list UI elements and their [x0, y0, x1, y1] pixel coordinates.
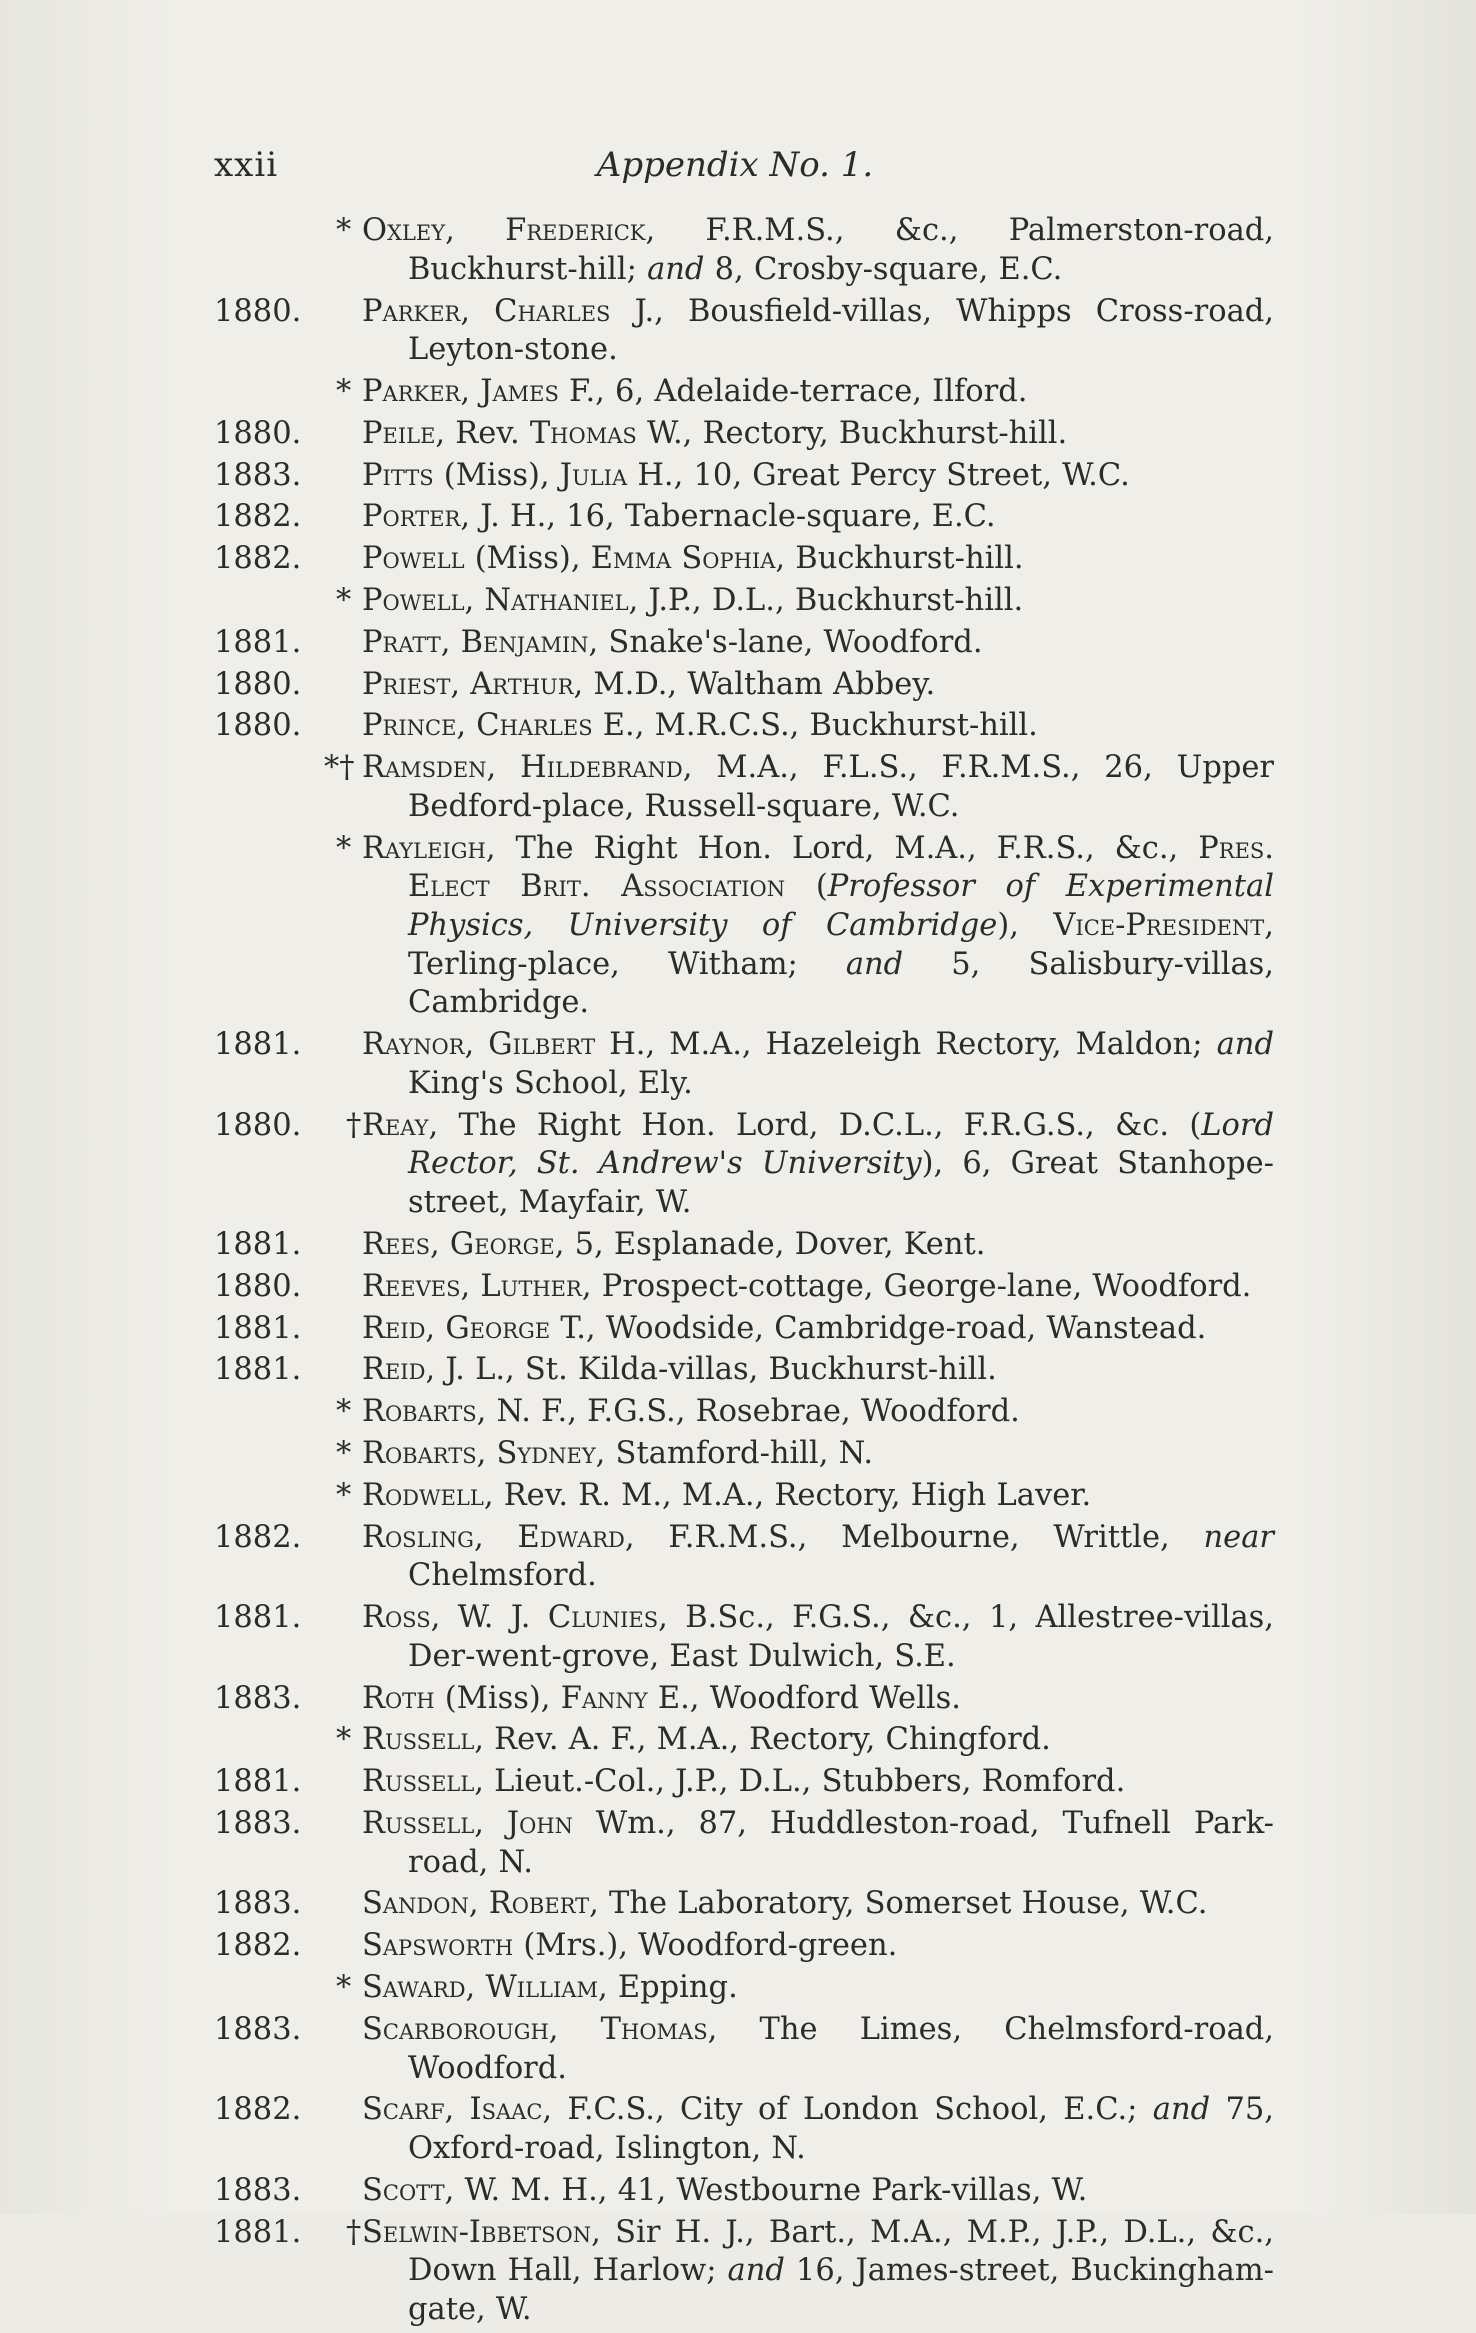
- entry-year: 1881.: [214, 1352, 302, 1388]
- entry-text-part: , Snake's-lane, Woodford.: [588, 624, 983, 660]
- entry-text-part: E., Woodford Wells.: [647, 1680, 961, 1716]
- entry-text: [362, 1268, 1274, 1307]
- entry-text: [362, 1310, 1274, 1349]
- entry-text: [362, 1226, 1274, 1265]
- entry-text-part: Rees, George: [362, 1226, 555, 1262]
- entry-text: [362, 540, 1274, 579]
- entry-mark: *: [336, 1435, 352, 1471]
- entry-text-part: Rodwell: [362, 1477, 484, 1513]
- entry-text-part: Rayleigh: [362, 830, 486, 866]
- entry-text-part: , Rev.: [435, 415, 530, 451]
- entry-text-part: Roth: [362, 1680, 435, 1716]
- entry-text-part: ),: [997, 908, 1054, 944]
- entry-text-part: Peile: [362, 415, 436, 451]
- entry-text-part: , W. M. H., 41, Westbourne Park-villas, W.: [444, 2172, 1088, 2208]
- entry-text-part: Vice-President: [1053, 908, 1265, 944]
- entry-text: [362, 1680, 1274, 1719]
- entry-text-part: Reid, George: [362, 1310, 551, 1346]
- entry-text: [362, 1721, 1274, 1760]
- entry-text-part: , J. L., St. Kilda-villas, Buckhurst-hill.: [425, 1352, 997, 1388]
- entry-text-part: 8, Crosby-square, E.C.: [704, 251, 1063, 287]
- entry-text-part: Robarts, Sydney: [362, 1435, 596, 1471]
- entry-text-part: and: [1152, 2092, 1211, 2128]
- list-item: [214, 2214, 1274, 2330]
- entry-mark: *: [336, 1394, 352, 1430]
- entry-text: [362, 2214, 1274, 2330]
- entry-text-part: , F.C.S., City of London School, E.C.;: [542, 2092, 1153, 2128]
- list-item: [214, 1969, 1274, 2008]
- entry-text-part: (Miss),: [434, 1680, 561, 1716]
- list-item: [214, 624, 1274, 663]
- entry-text-part: Sandon, Robert: [362, 1886, 590, 1922]
- entry-text-part: , J. H., 16, Tabernacle-square, E.C.: [460, 499, 996, 535]
- list-item: [214, 1310, 1274, 1349]
- entry-text-part: and: [727, 2253, 785, 2289]
- list-item: [214, 1721, 1274, 1760]
- entry-text-part: Chelmsford.: [408, 1558, 597, 1594]
- list-item: [214, 2172, 1274, 2211]
- list-item: [214, 707, 1274, 746]
- entry-text-part: ), 6, Great Stanhope-street, Mayfair, W.: [408, 1146, 1274, 1221]
- entry-text: [362, 1927, 1274, 1966]
- entry-text-part: 5, Salisbury-villas, Cambridge.: [408, 946, 1274, 1021]
- entry-year: 1881.: [214, 1764, 302, 1800]
- list-item: [214, 1351, 1274, 1390]
- list-item: [214, 1435, 1274, 1474]
- list-item: [214, 293, 1274, 370]
- entry-year: 1881.: [214, 1226, 302, 1262]
- entry-mark: †: [346, 2214, 362, 2250]
- entry-text-part: Pitts: [362, 457, 434, 493]
- list-item: [214, 415, 1274, 454]
- entry-text-part: , 5, Esplanade, Dover, Kent.: [554, 1226, 986, 1262]
- entry-text-part: (Miss),: [464, 541, 591, 577]
- entry-text-part: , Terling-place, Witham;: [408, 908, 1274, 982]
- entry-year: 1881.: [214, 624, 302, 660]
- list-item: [214, 1268, 1274, 1307]
- entry-text: [362, 2172, 1274, 2211]
- entry-mark: *†: [324, 750, 355, 786]
- entry-text-part: and: [1216, 1027, 1274, 1063]
- list-item: [214, 2091, 1274, 2168]
- entry-text-part: Thomas: [529, 415, 637, 451]
- entry-text: [362, 293, 1274, 370]
- list-item: [214, 1805, 1274, 1882]
- entry-text-part: Prince, Charles: [362, 708, 593, 744]
- entry-text-part: Wm., 87, Huddleston-road, Tufnell Park-road, N.: [408, 1805, 1274, 1880]
- entry-mark: *: [336, 1970, 352, 2006]
- entry-text-part: , Rev. R. M., M.A., Rectory, High Laver.: [483, 1477, 1092, 1513]
- entry-text-part: , M.D., Waltham Abbey.: [573, 666, 936, 702]
- entry-text-part: Ramsden, Hildebrand: [362, 750, 683, 786]
- entry-text: [362, 1477, 1274, 1516]
- entry-mark: *: [336, 1722, 352, 1758]
- entry-text-part: Reeves, Luther: [362, 1268, 582, 1304]
- list-item: [214, 540, 1274, 579]
- entry-text-part: Scott: [362, 2172, 445, 2208]
- entry-text-part: Porter: [362, 499, 461, 535]
- entry-text-part: , Prospect-cottage, George-lane, Woodford.: [581, 1268, 1252, 1304]
- entry-year: 1883.: [214, 1680, 302, 1716]
- entry-text: [362, 624, 1274, 663]
- list-item: [214, 1927, 1274, 1966]
- entry-mark: *: [336, 582, 352, 618]
- entry-text: [362, 1107, 1274, 1223]
- entry-text-part: , Rev. A. F., M.A., Rectory, Chingford.: [474, 1722, 1051, 1758]
- entry-text: [362, 498, 1274, 537]
- entry-text-part: Professor of Experimental Physics, University of Cambridge: [408, 869, 1274, 944]
- entry-text-part: , F.R.M.S., Melbourne, Writtle,: [624, 1519, 1204, 1555]
- entry-mark: †: [346, 1107, 362, 1143]
- entry-text: [362, 212, 1274, 289]
- list-item: [214, 457, 1274, 496]
- entry-year: 1882.: [214, 1519, 302, 1555]
- entry-text-part: , The Laboratory, Somerset House, W.C.: [589, 1886, 1208, 1922]
- list-item: [214, 749, 1274, 826]
- entry-text: [362, 1805, 1274, 1882]
- entry-text-part: and: [647, 251, 705, 287]
- entry-year: 1882.: [214, 541, 302, 577]
- entry-text-part: Scarf, Isaac: [362, 2092, 543, 2128]
- list-item: [214, 498, 1274, 537]
- list-item: [214, 582, 1274, 621]
- entry-text-part: Reid: [362, 1352, 426, 1388]
- entry-year: 1882.: [214, 1928, 302, 1964]
- entry-text: [362, 2091, 1274, 2168]
- entry-year: 1883.: [214, 2011, 302, 2047]
- entry-text-part: Powell, Nathaniel: [362, 582, 629, 618]
- entry-text-part: Russell, John: [362, 1805, 574, 1841]
- entry-text-part: , B.Sc., F.G.S., &c., 1, Allestree-villas, Der-went-grove, East Dulwich, S.E.: [408, 1600, 1274, 1674]
- entry-text-part: Lord Rector, St. Andrew's University: [408, 1107, 1274, 1182]
- entry-text-part: Fanny: [560, 1680, 648, 1716]
- entry-mark: *: [336, 213, 352, 248]
- entry-text-part: (Mrs.), Woodford-green.: [513, 1928, 898, 1964]
- page-title: Appendix No. 1.: [596, 145, 874, 185]
- entry-text: [362, 1351, 1274, 1390]
- entry-text-part: Julia: [559, 457, 628, 493]
- list-item: [214, 1519, 1274, 1596]
- entry-text-part: King's School, Ely.: [408, 1065, 693, 1101]
- entry-text-part: 16, James-street, Buckingham-gate, W.: [408, 2253, 1274, 2328]
- entry-text: [362, 666, 1274, 705]
- entry-text-part: Parker, Charles: [362, 293, 611, 329]
- entry-text: [362, 457, 1274, 496]
- entry-text-part: F., 6, Adelaide-terrace, Ilford.: [558, 374, 1028, 409]
- entry-text-part: Parker, James: [362, 374, 559, 409]
- entry-year: 1883.: [214, 457, 302, 493]
- entry-text-part: E., M.R.C.S., Buckhurst-hill.: [592, 708, 1038, 744]
- member-list: [214, 212, 1274, 2333]
- entry-text-part: (Miss),: [433, 457, 560, 493]
- entry-text-part: and: [845, 946, 904, 982]
- page-header: [214, 140, 1256, 190]
- entry-text-part: , Stamford-hill, N.: [595, 1435, 874, 1471]
- entry-text-part: , Lieut.-Col., J.P., D.L., Stubbers, Romford.: [474, 1764, 1126, 1800]
- entry-text-part: , F.R.M.S., &c., Palmerston-road, Buckhurst-hill;: [408, 213, 1274, 287]
- entry-text: [362, 1026, 1274, 1103]
- entry-year: 1883.: [214, 1886, 302, 1922]
- entry-text-part: , Sir H. J., Bart., M.A., M.P., J.P., D.L., &c., Down Hall, Harlow;: [408, 2214, 1274, 2289]
- entry-text-part: Sapsworth: [362, 1928, 514, 1964]
- entry-text-part: , The Limes, Chelmsford-road, Woodford.: [408, 2011, 1274, 2086]
- entry-text-part: Russell: [362, 1722, 475, 1758]
- entry-text: [362, 1763, 1274, 1802]
- entry-text-part: Priest, Arthur: [362, 666, 574, 702]
- entry-text-part: Emma Sophia: [590, 541, 776, 577]
- page-number: xxii: [214, 145, 279, 185]
- entry-year: 1883.: [214, 1805, 302, 1841]
- entry-text: [362, 415, 1274, 454]
- list-item: [214, 1226, 1274, 1265]
- entry-year: 1880.: [214, 293, 302, 329]
- entry-text-part: , Buckhurst-hill.: [775, 541, 1024, 577]
- entry-year: 1882.: [214, 499, 302, 535]
- entry-text-part: Robarts: [362, 1394, 477, 1430]
- list-item: [214, 1763, 1274, 1802]
- entry-text-part: Powell: [362, 541, 465, 577]
- entry-text: [362, 1435, 1274, 1474]
- list-item: [214, 1885, 1274, 1924]
- list-item: [214, 2011, 1274, 2088]
- entry-text: [362, 749, 1274, 826]
- entry-year: 1881.: [214, 1600, 302, 1636]
- entry-text-part: W., Rectory, Buckhurst-hill.: [636, 415, 1068, 451]
- entry-text: [362, 582, 1274, 621]
- entry-year: 1882.: [214, 2092, 302, 2128]
- entry-text-part: 75, Oxford-road, Islington, N.: [408, 2092, 1274, 2167]
- entry-text-part: Selwin-Ibbetson: [362, 2214, 592, 2250]
- entry-text-part: Saward, William: [362, 1970, 598, 2006]
- entry-year: 1880.: [214, 708, 302, 744]
- list-item: [214, 1599, 1274, 1676]
- entry-text-part: , J.P., D.L., Buckhurst-hill.: [628, 582, 1024, 618]
- entry-year: 1883.: [214, 2172, 302, 2208]
- entry-text-part: Pratt, Benjamin: [362, 624, 589, 660]
- entry-year: 1881.: [214, 1027, 302, 1063]
- entry-text-part: (: [785, 869, 828, 905]
- entry-text: [362, 1969, 1274, 2008]
- entry-text-part: H., 10, Great Percy Street, W.C.: [627, 457, 1130, 493]
- entry-text: [362, 373, 1274, 412]
- list-item: [214, 1026, 1274, 1103]
- entry-text-part: , The Right Hon. Lord, D.C.L., F.R.G.S., &c. (: [428, 1107, 1202, 1143]
- entry-text-part: Rosling, Edward: [362, 1519, 625, 1555]
- entry-text-part: Clunies: [547, 1600, 659, 1636]
- entry-text-part: Pres. Elect Brit. Association: [408, 830, 1274, 905]
- entry-text-part: Reay: [362, 1107, 429, 1143]
- entry-year: 1880.: [214, 1268, 302, 1304]
- list-item: [214, 373, 1274, 412]
- entry-text-part: , W. J.: [430, 1600, 548, 1636]
- entry-text-part: , Epping.: [597, 1970, 738, 2006]
- list-item: [214, 830, 1274, 1024]
- entry-year: 1880.: [214, 1107, 302, 1143]
- entry-text-part: Ross: [362, 1600, 431, 1636]
- entry-mark: *: [336, 374, 352, 409]
- list-item: [214, 666, 1274, 705]
- list-item: [214, 1393, 1274, 1432]
- entry-text-part: H., M.A., Hazeleigh Rectory, Maldon;: [595, 1027, 1217, 1063]
- entry-text: [362, 1885, 1274, 1924]
- list-item: [214, 1680, 1274, 1719]
- entry-text: [362, 830, 1274, 1024]
- entry-text: [362, 1519, 1274, 1596]
- entry-year: 1880.: [214, 666, 302, 702]
- entry-text: [362, 2011, 1274, 2088]
- entry-text-part: , The Right Hon. Lord, M.A., F.R.S., &c.,: [485, 830, 1199, 866]
- entry-text-part: Scarborough, Thomas: [362, 2011, 708, 2047]
- entry-text-part: , N. F., F.G.S., Rosebrae, Woodford.: [476, 1394, 1020, 1430]
- list-item: [214, 212, 1274, 289]
- entry-text-part: Russell: [362, 1764, 475, 1800]
- entry-text-part: near: [1203, 1519, 1274, 1555]
- list-item: [214, 1477, 1274, 1516]
- entry-text-part: Oxley, Frederick: [362, 213, 646, 248]
- entry-year: 1881.: [214, 2214, 302, 2250]
- entry-text-part: J., Bousfield-villas, Whipps Cross-road, Leyton-stone.: [408, 293, 1274, 368]
- entry-text-part: , M.A., F.L.S., F.R.M.S., 26, Upper Bedford-place, Russell-square, W.C.: [408, 750, 1275, 824]
- entry-year: 1881.: [214, 1310, 302, 1346]
- entry-text-part: Raynor, Gilbert: [362, 1027, 596, 1063]
- entry-text: [362, 1599, 1274, 1676]
- entry-year: 1880.: [214, 415, 302, 451]
- entry-text: [362, 1393, 1274, 1432]
- entry-mark: *: [336, 1477, 352, 1513]
- entry-text-part: T., Woodside, Cambridge-road, Wanstead.: [550, 1310, 1207, 1346]
- entry-mark: *: [336, 830, 352, 866]
- entry-text: [362, 707, 1274, 746]
- list-item: [214, 1107, 1274, 1223]
